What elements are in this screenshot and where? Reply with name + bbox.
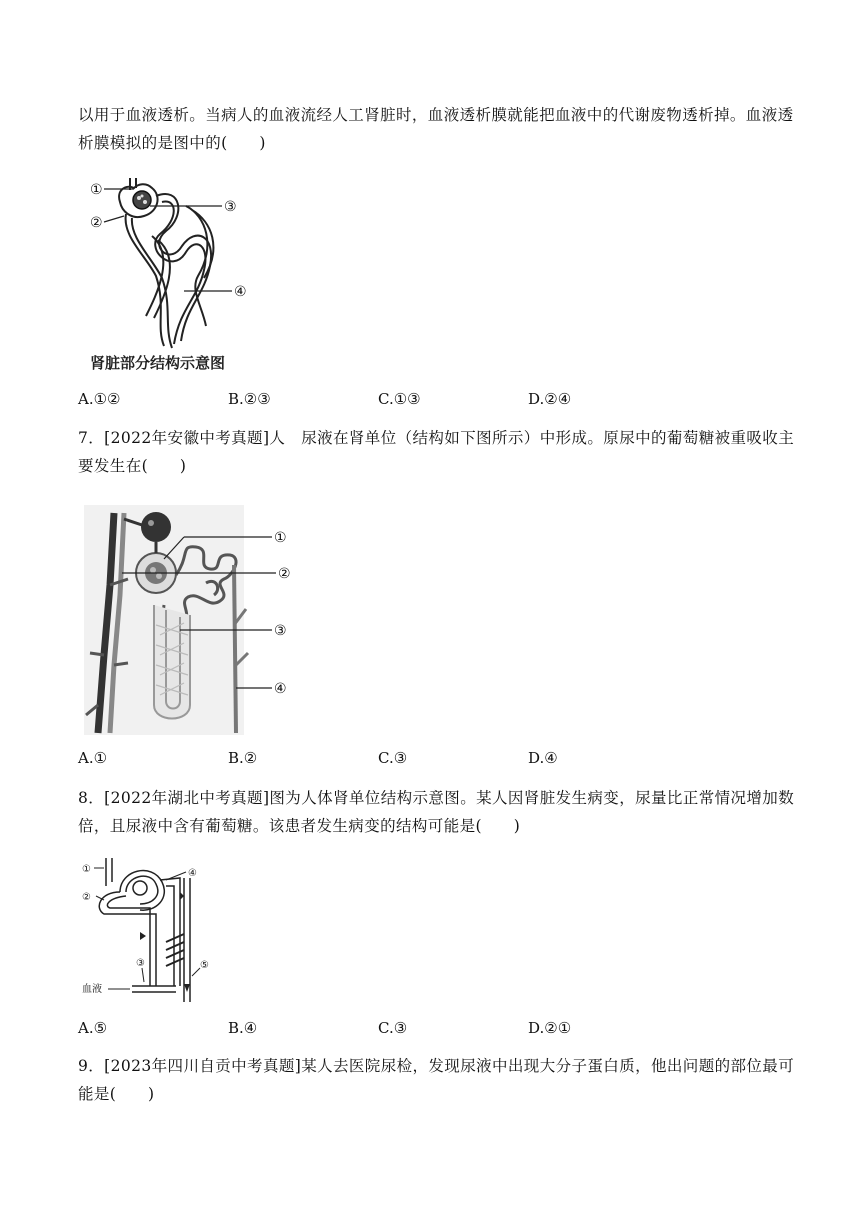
- q8-option-d[interactable]: D.②①: [528, 1019, 572, 1037]
- q8-option-a[interactable]: A.⑤: [78, 1019, 108, 1037]
- q8-option-c[interactable]: C.③: [378, 1019, 408, 1037]
- q7-option-c[interactable]: C.③: [378, 749, 408, 767]
- q7-nephron-figure: [84, 505, 304, 735]
- q7-option-a[interactable]: A.①: [78, 749, 108, 767]
- q8-label-1: ①: [82, 864, 91, 875]
- q7-label-3: ③: [274, 623, 287, 639]
- q6-figure-caption: 肾脏部分结构示意图: [90, 354, 226, 372]
- q7-option-b[interactable]: B.②: [228, 749, 258, 767]
- q8-label-2: ②: [82, 892, 91, 903]
- q8-label-5: ⑤: [200, 960, 209, 971]
- q8-label-3: ③: [136, 958, 145, 969]
- q9-stem: 9．[2023年四川自贡中考真题]某人去医院尿检，发现尿液中出现大分子蛋白质，他出问题的部位最可能是( ): [78, 1057, 795, 1103]
- q6-label-4: ④: [234, 284, 247, 300]
- q6-stem: 以用于血液透析。当病人的血液流经人工肾脏时，血液透析膜就能把血液中的代谢废物透析掉。血液透析膜模拟的是图中的( ): [78, 106, 794, 152]
- q6-label-2: ②: [90, 215, 103, 231]
- q8-stem: 8．[2022年湖北中考真题]图为人体肾单位结构示意图。某人因肾脏发生病变，尿量比正常情况增加数倍，且尿液中含有葡萄糖。该患者发生病变的结构可能是( ): [78, 789, 795, 835]
- q6-option-d[interactable]: D.②④: [528, 390, 572, 408]
- q8-nephron-figure: [80, 856, 220, 1004]
- q6-options: [78, 390, 798, 414]
- q7-label-4: ④: [274, 681, 287, 697]
- q6-option-b[interactable]: B.②③: [228, 390, 271, 408]
- q6-option-a[interactable]: A.①②: [78, 390, 121, 408]
- q8-option-b[interactable]: B.④: [228, 1019, 258, 1037]
- q8-options: [78, 1019, 798, 1043]
- q6-kidney-figure: [86, 176, 256, 354]
- q7-label-2: ②: [278, 566, 291, 582]
- q8-blood-label: 血液: [82, 984, 102, 995]
- q7-options: [78, 749, 798, 773]
- q6-label-3: ③: [224, 199, 237, 215]
- q6-label-1: ①: [90, 182, 103, 198]
- q7-label-1: ①: [274, 530, 287, 546]
- q7-stem: 7．[2022年安徽中考真题]人 尿液在肾单位（结构如下图所示）中形成。原尿中的葡萄糖被重吸收主要发生在( ): [78, 429, 795, 475]
- q8-label-4: ④: [188, 868, 197, 879]
- q7-option-d[interactable]: D.④: [528, 749, 558, 767]
- q6-option-c[interactable]: C.①③: [378, 390, 421, 408]
